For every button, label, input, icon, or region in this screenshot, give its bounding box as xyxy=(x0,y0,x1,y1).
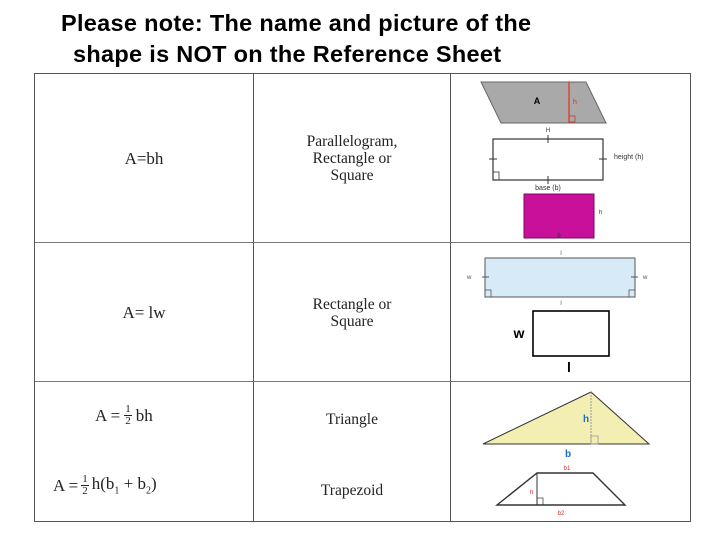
shape-name-trapezoid: Trapezoid xyxy=(320,482,384,499)
formula-prefix: A = xyxy=(53,475,79,495)
fraction-numerator: 1 xyxy=(82,473,88,485)
formula-parallelogram: A=bh xyxy=(124,149,164,168)
shape-name-line: Square xyxy=(330,167,374,184)
formula-close: ) xyxy=(150,474,157,494)
formula-suffix: h(b xyxy=(91,474,115,494)
formula-triangle xyxy=(95,404,153,427)
subscript-1: 1 xyxy=(114,485,120,497)
shape-name-line: Parallelogram, xyxy=(306,133,398,150)
shape-pictures xyxy=(451,74,692,521)
parallelogram-h-label: h xyxy=(573,99,577,106)
formula-rectangle: A= lw xyxy=(122,303,166,322)
rectangle-height-label: height (h) xyxy=(614,154,644,161)
fraction-numerator: 1 xyxy=(125,403,131,415)
shape-name-line: Rectangle or xyxy=(312,296,392,313)
small-rectangle-w-label: w xyxy=(513,325,525,341)
formula-trapezoid xyxy=(53,474,157,497)
light-blue-top-label: l xyxy=(560,251,562,257)
light-blue-rectangle xyxy=(485,258,635,297)
light-blue-right-label: w xyxy=(643,275,648,281)
triangle-h-label: h xyxy=(583,414,590,425)
formula-prefix: A = xyxy=(95,405,121,425)
shape-name-rectangle xyxy=(254,296,450,330)
trapezoid-b2-label: b2 xyxy=(557,511,565,517)
light-blue-left-label: w xyxy=(467,275,472,281)
subscript-2: 2 xyxy=(145,485,151,497)
shape-name-line: Rectangle or xyxy=(312,150,392,167)
formula-suffix: bh xyxy=(135,405,153,425)
magenta-h-label: h xyxy=(599,210,603,216)
fraction-denominator: 2 xyxy=(82,485,88,497)
shape-name-parallelogram xyxy=(254,133,450,184)
parallelogram-shape xyxy=(481,82,606,123)
title-line-1: Please note: The name and picture of the xyxy=(61,10,532,36)
small-rectangle xyxy=(533,311,609,356)
formula-table xyxy=(34,73,691,522)
trapezoid-b1-label: b1 xyxy=(563,466,571,472)
shape-name-line: Square xyxy=(330,313,374,330)
magenta-rectangle xyxy=(524,194,594,238)
fraction xyxy=(81,474,89,497)
light-blue-bottom-label: l xyxy=(560,301,562,307)
triangle-b-label: b xyxy=(565,449,572,460)
page-title xyxy=(0,8,720,70)
title-line-2: shape is NOT on the Reference Sheet xyxy=(73,41,502,67)
fraction xyxy=(124,404,132,427)
trapezoid-h-label: h xyxy=(530,490,534,496)
magenta-b-label: b xyxy=(557,233,561,239)
rectangle-outline xyxy=(493,139,603,180)
formula-body xyxy=(92,474,157,496)
triangle-shape xyxy=(483,392,649,444)
parallelogram-area-label: A xyxy=(533,96,541,106)
formula-plus: + b xyxy=(119,474,146,494)
fraction-denominator: 2 xyxy=(125,415,131,427)
trapezoid-shape xyxy=(497,473,625,505)
shape-name-triangle: Triangle xyxy=(326,411,378,428)
rectangle-base-label: base (b) xyxy=(535,185,561,192)
small-rectangle-l-label: l xyxy=(567,359,571,375)
rectangle-top-label: H xyxy=(545,128,551,134)
